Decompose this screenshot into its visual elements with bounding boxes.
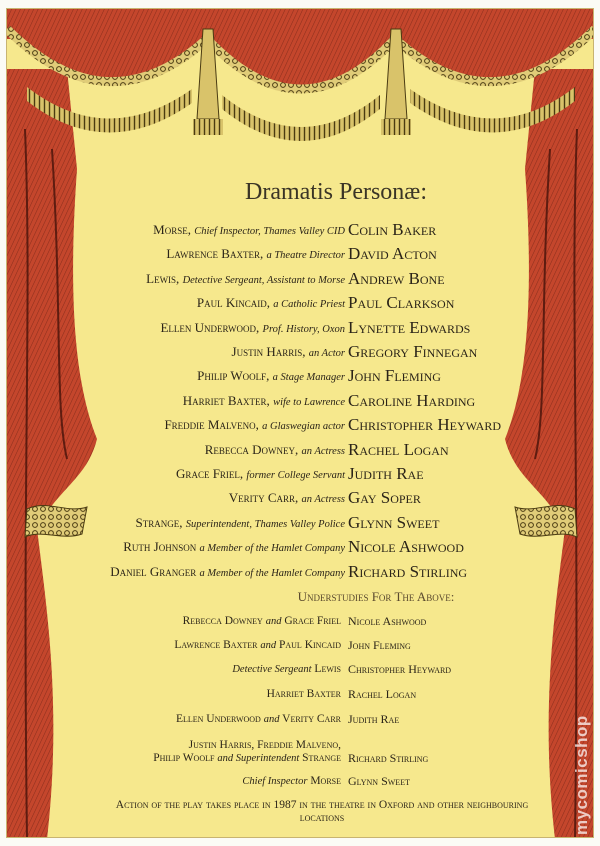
character-description: a Member of the Hamlet Company (199, 567, 345, 579)
actor-name: Caroline Harding (348, 390, 476, 410)
character-label: Freddie Malveno, (164, 417, 263, 433)
understudy-role-text: Chief Inspector (242, 776, 308, 787)
actor-name: Glynn Sweet (348, 512, 440, 532)
understudy-role-text: and Superintendent (217, 753, 300, 764)
character-label: Lewis, (146, 270, 183, 286)
understudy-roles (174, 639, 341, 652)
understudy-role-text: Verity Carr (279, 713, 341, 725)
character-name (146, 268, 345, 292)
cast-row (7, 439, 594, 461)
character-name (232, 341, 345, 365)
understudy-role-text: Strange (299, 752, 341, 764)
understudy-role-text: Philip Woolf (153, 752, 218, 764)
understudy-role-text: Rebecca Downey (182, 615, 266, 627)
character-name (136, 512, 345, 536)
character-description: a Catholic Priest (273, 299, 345, 311)
cast-row (7, 561, 594, 583)
understudy-role-text: Morse (307, 775, 341, 787)
cast-row (7, 536, 594, 558)
understudy-actor: Richard Stirling (348, 751, 429, 765)
character-name (205, 439, 345, 463)
cast-row (7, 414, 594, 436)
actor-name: Gay Soper (348, 488, 421, 508)
character-name (166, 243, 345, 267)
actor-name: Paul Clarkson (348, 293, 455, 313)
character-description: former College Servant (246, 470, 345, 481)
character-label: Verity Carr, (228, 490, 302, 506)
understudy-role-text: and (265, 616, 282, 627)
character-label: Justin Harris, (231, 344, 309, 359)
actor-name: Richard Stirling (348, 561, 468, 581)
understudy-role-text: Detective Sergeant (232, 664, 312, 675)
character-name (229, 487, 345, 511)
cast-row (7, 243, 594, 265)
character-name (160, 317, 345, 341)
cast-row (7, 365, 594, 387)
character-name (183, 390, 345, 414)
understudy-actor: Glynn Sweet (348, 774, 410, 788)
character-label: Daniel Granger (110, 563, 200, 579)
cast-list (7, 9, 594, 838)
character-label: Lawrence Baxter, (166, 246, 267, 262)
character-description: a Theatre Director (266, 250, 345, 262)
understudies-heading: Understudies For The Above: (297, 589, 455, 604)
understudy-role-text: Justin Harris, Freddie Malveno, (188, 739, 341, 751)
cast-row (7, 341, 594, 363)
understudy-actor: Judith Rae (348, 712, 400, 726)
actor-name: Christopher Heyward (348, 415, 501, 435)
character-description: an Actress (301, 494, 345, 506)
character-name (176, 463, 345, 487)
actor-name: Colin Baker (348, 220, 437, 239)
character-description: an Actress (301, 445, 345, 457)
understudy-roles (232, 663, 341, 676)
understudy-actor: Christopher Heyward (348, 662, 452, 676)
understudy-actor: Rachel Logan (348, 687, 417, 701)
cast-row (7, 317, 594, 339)
understudy-role-text: Lawrence Baxter (174, 639, 261, 651)
watermark (568, 630, 598, 840)
character-label: Harriet Baxter, (182, 392, 274, 408)
understudy-role-text: Lewis (311, 663, 341, 675)
understudy-roles (176, 713, 341, 726)
actor-name: John Fleming (348, 366, 441, 386)
character-label: Ruth Johnson (123, 539, 200, 555)
character-description: a Glaswegian actor (262, 421, 345, 433)
understudy-role-text: and (260, 640, 277, 651)
understudy-actor: Nicole Ashwood (348, 614, 427, 628)
actor-name: Gregory Finnegan (348, 342, 478, 361)
cast-row (7, 292, 594, 314)
character-description: Superintendent, Thames Valley Police (185, 518, 345, 530)
character-label: Ellen Underwood, (160, 319, 263, 335)
cast-row (7, 219, 594, 241)
understudy-role-text: Paul Kincaid (276, 639, 341, 651)
watermark-text: mycomicshop (572, 715, 591, 835)
understudy-role-text: Harriet Baxter (266, 688, 341, 700)
understudy-role-text: Ellen Underwood (175, 713, 264, 725)
understudy-roles (183, 615, 341, 628)
character-description: a Stage Manager (272, 372, 345, 384)
cast-row (7, 463, 594, 485)
actor-name: Rachel Logan (348, 439, 449, 459)
character-description: Detective Sergeant, Assistant to Morse (182, 274, 345, 286)
actor-name: Lynette Edwards (348, 317, 471, 337)
stage-backdrop (6, 8, 594, 838)
understudy-roles (267, 688, 341, 701)
character-label: Rebecca Downey, (204, 441, 302, 457)
character-name (110, 561, 345, 585)
understudy-roles (153, 739, 341, 765)
character-name (197, 365, 345, 389)
understudy-role-text: and (263, 714, 280, 725)
understudy-role-text: Grace Friel (281, 615, 341, 627)
character-description: Prof. History, Oxon (262, 323, 345, 335)
cast-row (7, 512, 594, 534)
character-label: Grace Friel, (176, 466, 247, 481)
character-description: a Member of the Hamlet Company (199, 543, 345, 555)
character-description: Chief Inspector, Thames Valley CID (194, 226, 345, 237)
actor-name: Nicole Ashwood (348, 537, 464, 557)
character-description: an Actor (308, 348, 345, 359)
cast-row (7, 390, 594, 412)
character-name (153, 219, 345, 243)
character-description: wife to Lawrence (273, 396, 345, 408)
character-label: Paul Kincaid, (196, 295, 274, 311)
understudy-actor: John Fleming (348, 638, 411, 652)
cast-row (7, 268, 594, 290)
actor-name: Andrew Bone (348, 268, 445, 288)
cast-row (7, 487, 594, 509)
actor-name: Judith Rae (348, 464, 424, 483)
character-label: Morse, (153, 222, 195, 237)
character-name (164, 414, 345, 438)
page-title: Dramatis Personæ: (245, 179, 427, 205)
actor-name: David Acton (348, 244, 437, 264)
play-setting-note: Action of the play takes place in 1987 in the theatre in Oxford and other neighbouring locations (115, 799, 529, 824)
character-name (197, 292, 345, 316)
character-name (123, 536, 345, 560)
character-label: Strange, (135, 514, 186, 530)
understudy-roles (242, 775, 341, 788)
character-label: Philip Woolf, (197, 368, 273, 384)
